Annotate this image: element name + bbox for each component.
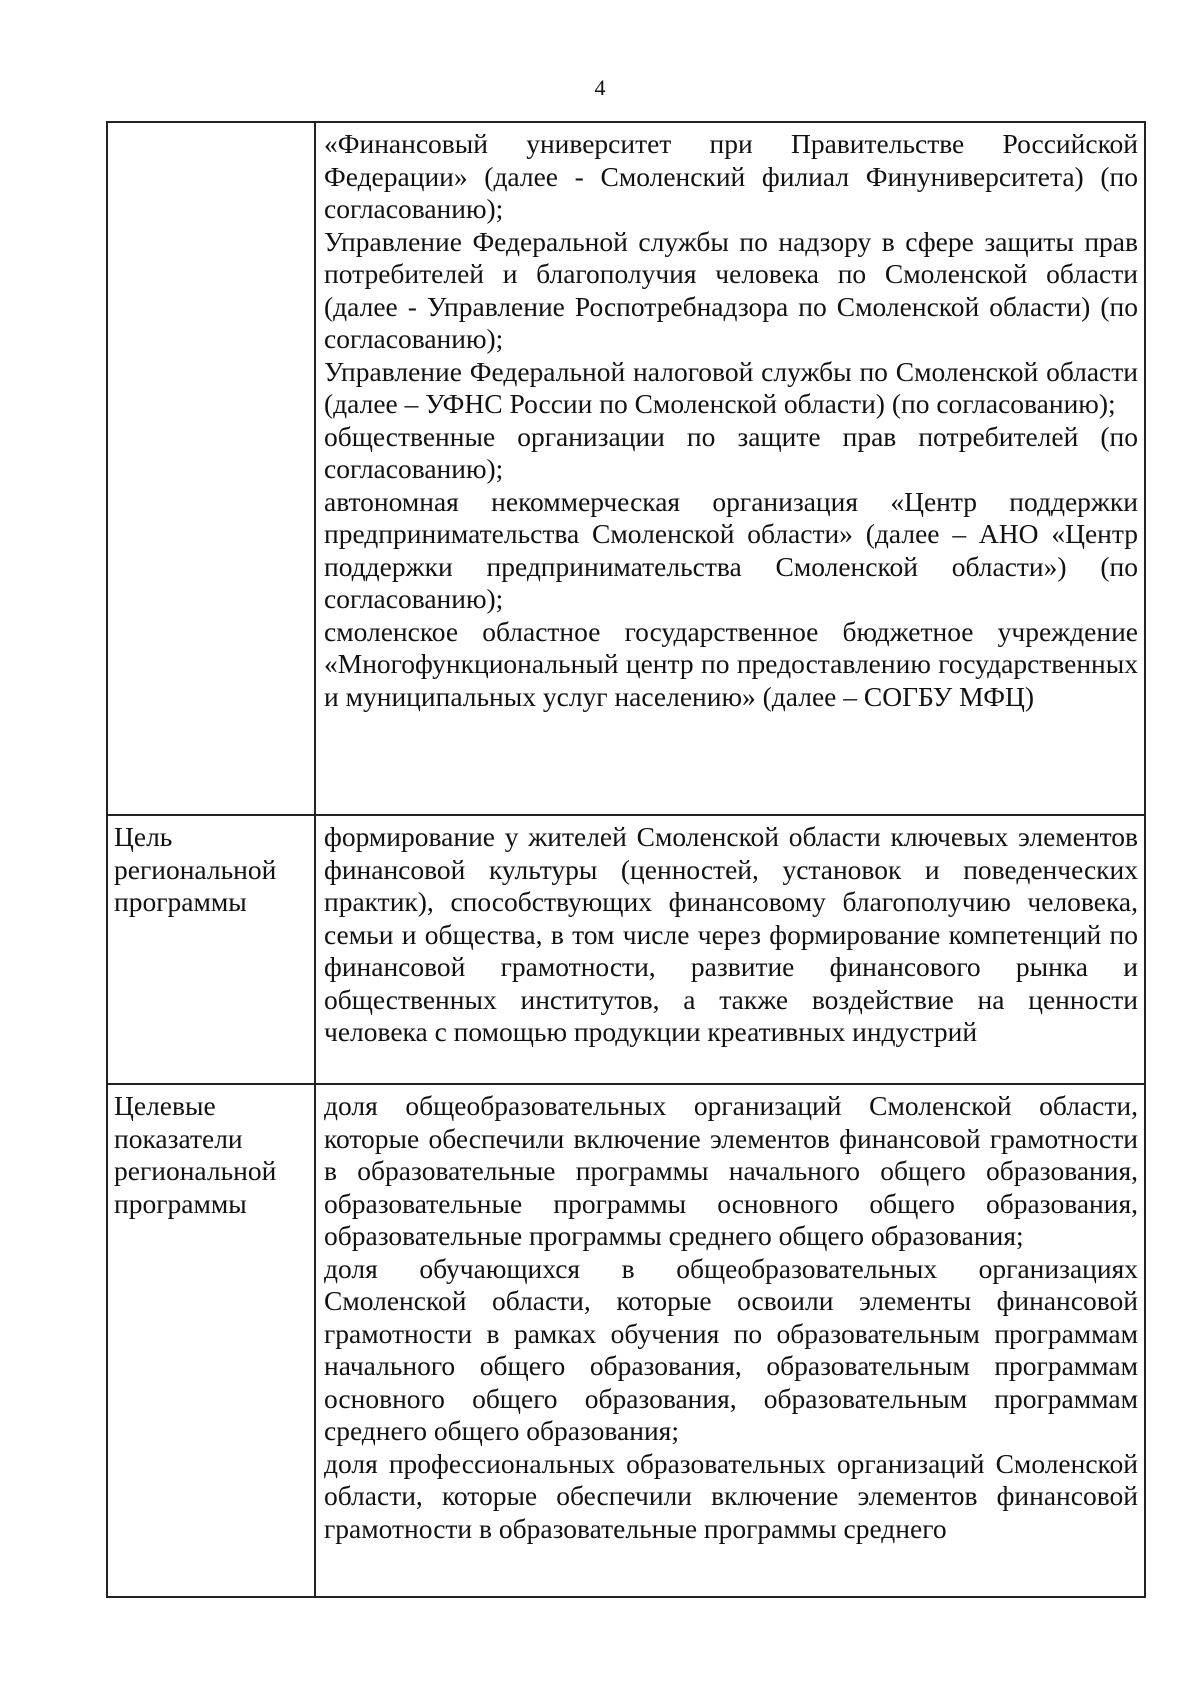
passport-table	[106, 121, 1146, 1598]
table-row-program-goal	[107, 815, 1145, 1084]
participant-ano-business-center: автономная некоммерческая организация «Центр поддержки предпринимательства Смоленской области» (далее – АНО «Центр поддержки предпринимательства Смоленской области») (по согласованию);	[324, 485, 1138, 614]
participant-rospotrebnadzor: Управление Федеральной службы по надзору в сфере защиты прав потребителей и благополучия человека по Смоленской области (далее - Управление Роспотребнадзора по Смоленской области) (по согласованию);	[324, 225, 1138, 354]
indicator-students: доля обучающихся в общеобразовательных организациях Смоленской области, которые освоили элементы финансовой грамотности в рамках обучения по образовательным программам начального общего образования, образовательным программам основного общего образования, образовательным программам среднего общего образования;	[324, 1252, 1138, 1446]
program-goal-text: формирование у жителей Смоленской области ключевых элементов финансовой культуры (ценностей, установок и поведенческих практик), способствующих финансовому благополучию человека, семьи и общества, в том числе через формирование компетенций по финансовой грамотности, развитие финансового рынка и общественных институтов, а также воздействие на ценности человека с помощью продукции креативных индустрий	[324, 821, 1138, 1047]
participant-fin-university: «Финансовый университет при Правительстве Российской Федерации» (далее - Смоленский филиал Финуниверситета) (по согласованию);	[324, 128, 1138, 224]
row-content-participants	[315, 122, 1145, 815]
indicator-general-schools: доля общеобразовательных организаций Смоленской области, которые обеспечили включение элементов финансовой грамотности в образовательные программы начального общего образования, образовательные программы основного общего образования, образовательные программы среднего общего образования;	[324, 1090, 1138, 1251]
row-content-program-goal	[315, 815, 1145, 1084]
row-label-target-indicators: Целевые показатели региональной программы	[107, 1084, 315, 1597]
table-row-target-indicators	[107, 1084, 1145, 1597]
row-label-empty	[107, 122, 315, 815]
participant-public-organizations: общественные организации по защите прав потребителей (по согласованию);	[324, 420, 1138, 484]
indicator-professional-organizations: доля профессиональных образовательных организаций Смоленской области, которые обеспечили включение элементов финансовой грамотности в образовательные программы среднего	[324, 1447, 1138, 1544]
row-content-target-indicators	[315, 1084, 1145, 1597]
participant-ufns: Управление Федеральной налоговой службы по Смоленской области (далее – УФНС России по Смоленской области) (по согласованию);	[324, 355, 1138, 419]
row-label-program-goal: Цель региональной программы	[107, 815, 315, 1084]
page-number: 4	[594, 75, 606, 100]
table-row-participants	[107, 122, 1145, 815]
participant-mfc: смоленское областное государственное бюджетное учреждение «Многофункциональный центр по предоставлению государственных и муниципальных услуг населению» (далее – СОГБУ МФЦ)	[324, 615, 1138, 712]
